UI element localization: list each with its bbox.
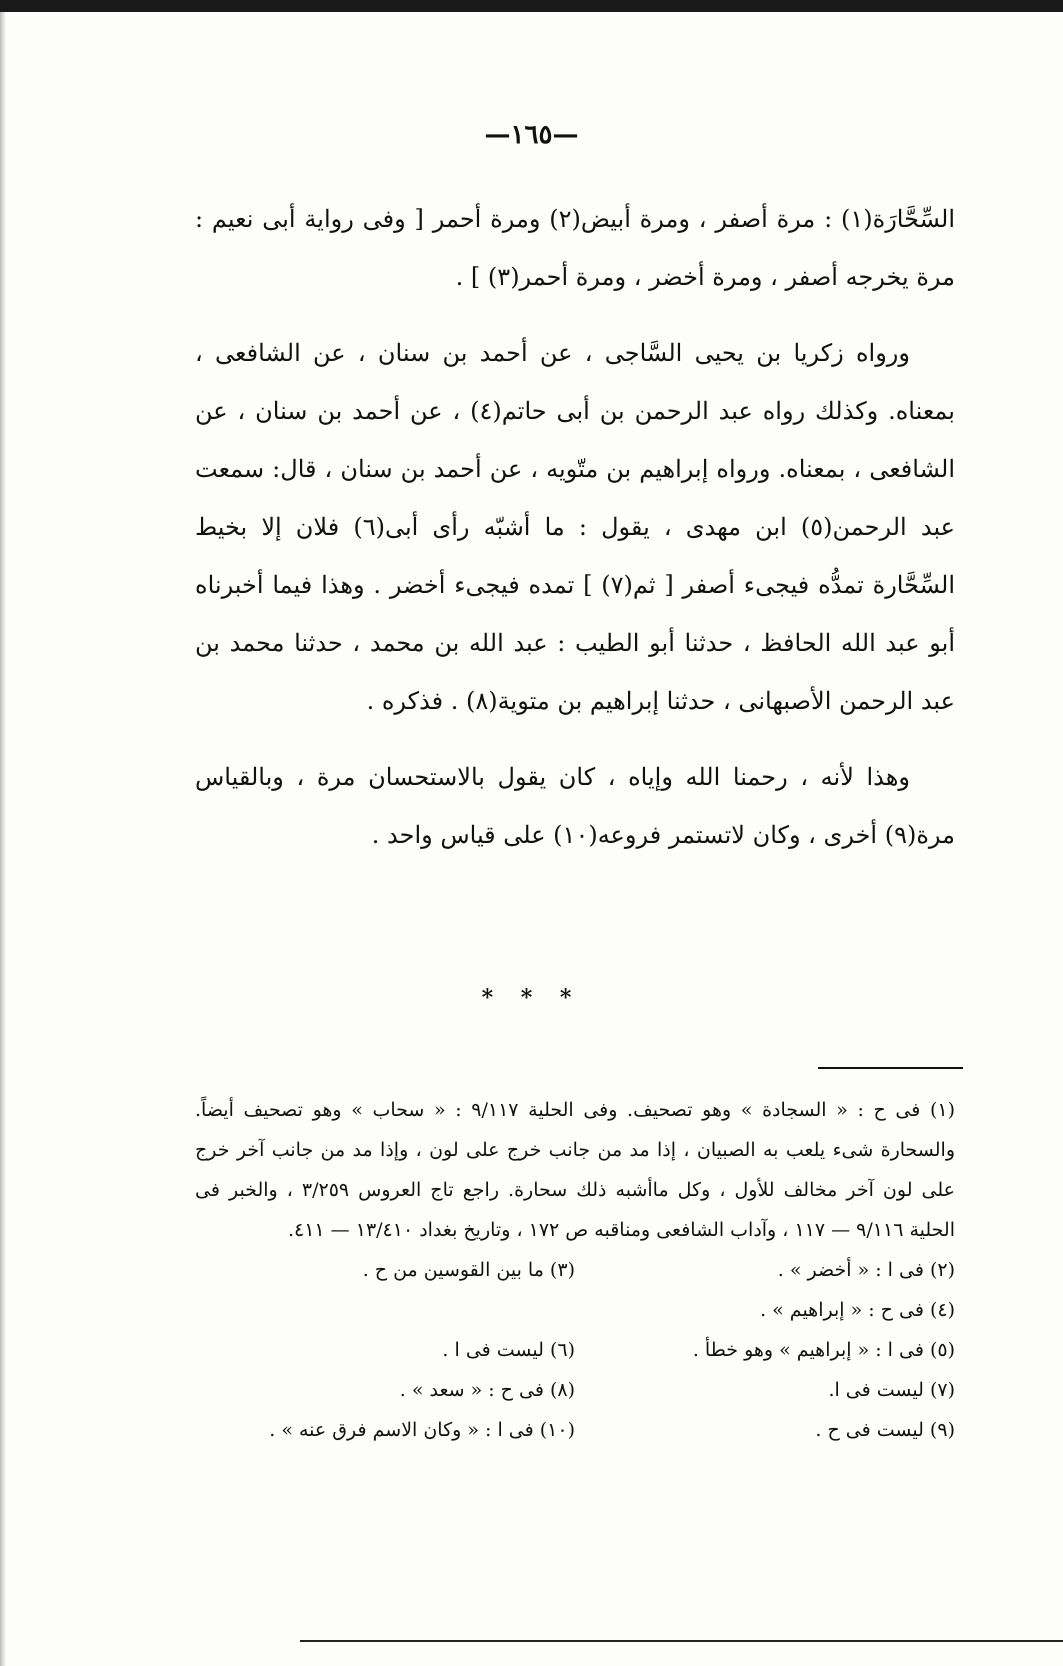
footnote-6: (٦) ليست فى ا .	[442, 1339, 575, 1361]
footnote-3: (٣) ما بين القوسين من ح .	[362, 1259, 575, 1281]
footnote-5: (٥) فى ا : « إبراهيم » وهو خطأ .	[692, 1339, 955, 1361]
footnotes	[195, 1090, 955, 1450]
footnote-row	[195, 1370, 955, 1410]
footnote-rule	[818, 1067, 963, 1069]
scan-left-edge	[0, 12, 6, 1666]
paragraph-1: السِّحَّارَة(١) : مرة أصفر ، ومرة أبيض(٢) ومرة أحمر [ وفى رواية أبى نعيم : مرة يخرجه أصفر ، ومرة أخضر ، ومرة أحمر(٣) ] .	[195, 205, 956, 291]
scan-top-edge	[0, 0, 1063, 12]
footnote-4: (٤) فى ح : « إبراهيم » .	[760, 1299, 955, 1321]
footnote-1: (١) فى ح : « السجادة » وهو تصحيف. وفى الحلية ٩/١١٧ : « سحاب » وهو تصحيف أيضاً. والسحارة شىء يلعب به الصبيان ، إذا مد من جانب خرج على لون ، وإذا مد من جانب آخر خرج على لون آخر مخالف للأول ، وكل ماأشبه ذلك سحارة. راجع تاج العروس ٣/٢٥٩ ، والخبر فى الحلية ٩/١١٦ — ١١٧ ، وآداب الشافعى ومناقبه ص ١٧٢ ، وتاريخ بغداد ١٣/٤١٠ — ٤١١.	[195, 1099, 955, 1241]
footnote-2: (٢) فى ا : « أخضر » .	[777, 1259, 955, 1281]
footnote-8: (٨) فى ح : « سعد » .	[399, 1379, 575, 1401]
footnote-row	[195, 1330, 955, 1370]
page-number: —١٦٥—	[484, 120, 579, 150]
paragraph-2: ورواه زكريا بن يحيى السَّاجى ، عن أحمد بن سنان ، عن الشافعى ، بمعناه. وكذلك رواه عبد الرحمن بن أبى حاتم(٤) ، عن أحمد بن سنان ، عن الشافعى ، بمعناه. ورواه إبراهيم بن متّويه ، عن أحمد بن سنان ، قال: سمعت عبد الرحمن(٥) ابن مهدى ، يقول : ما أشبّه رأى أبى(٦) فلان إلا بخيط السِّحَّارة تمدُّه فيجىء أصفر [ ثم(٧) ] تمده فيجىء أخضر . وهذا فيما أخبرناه أبو عبد الله الحافظ ، حدثنا أبو الطيب : عبد الله بن محمد ، حدثنا محمد بن عبد الرحمن الأصبهانى ، حدثنا إبراهيم بن متوية(٨) . فذكره .	[195, 339, 956, 715]
scan-bottom-rule	[300, 1640, 1063, 1642]
footnote-9: (٩) ليست فى ح .	[815, 1419, 955, 1441]
paragraph-3: وهذا لأنه ، رحمنا الله وإياه ، كان يقول بالاستحسان مرة ، وبالقياس مرة(٩) أخرى ، وكان لاتستمر فروعه(١٠) على قياس واحد .	[195, 763, 955, 849]
footnote-7: (٧) ليست فى ا.	[828, 1379, 955, 1401]
footnote-row	[195, 1410, 955, 1450]
section-separator: * * *	[481, 985, 582, 1011]
footnote-10: (١٠) فى ا : « وكان الاسم فرق عنه » .	[269, 1419, 575, 1441]
main-text	[195, 190, 955, 882]
footnote-row	[195, 1250, 955, 1290]
